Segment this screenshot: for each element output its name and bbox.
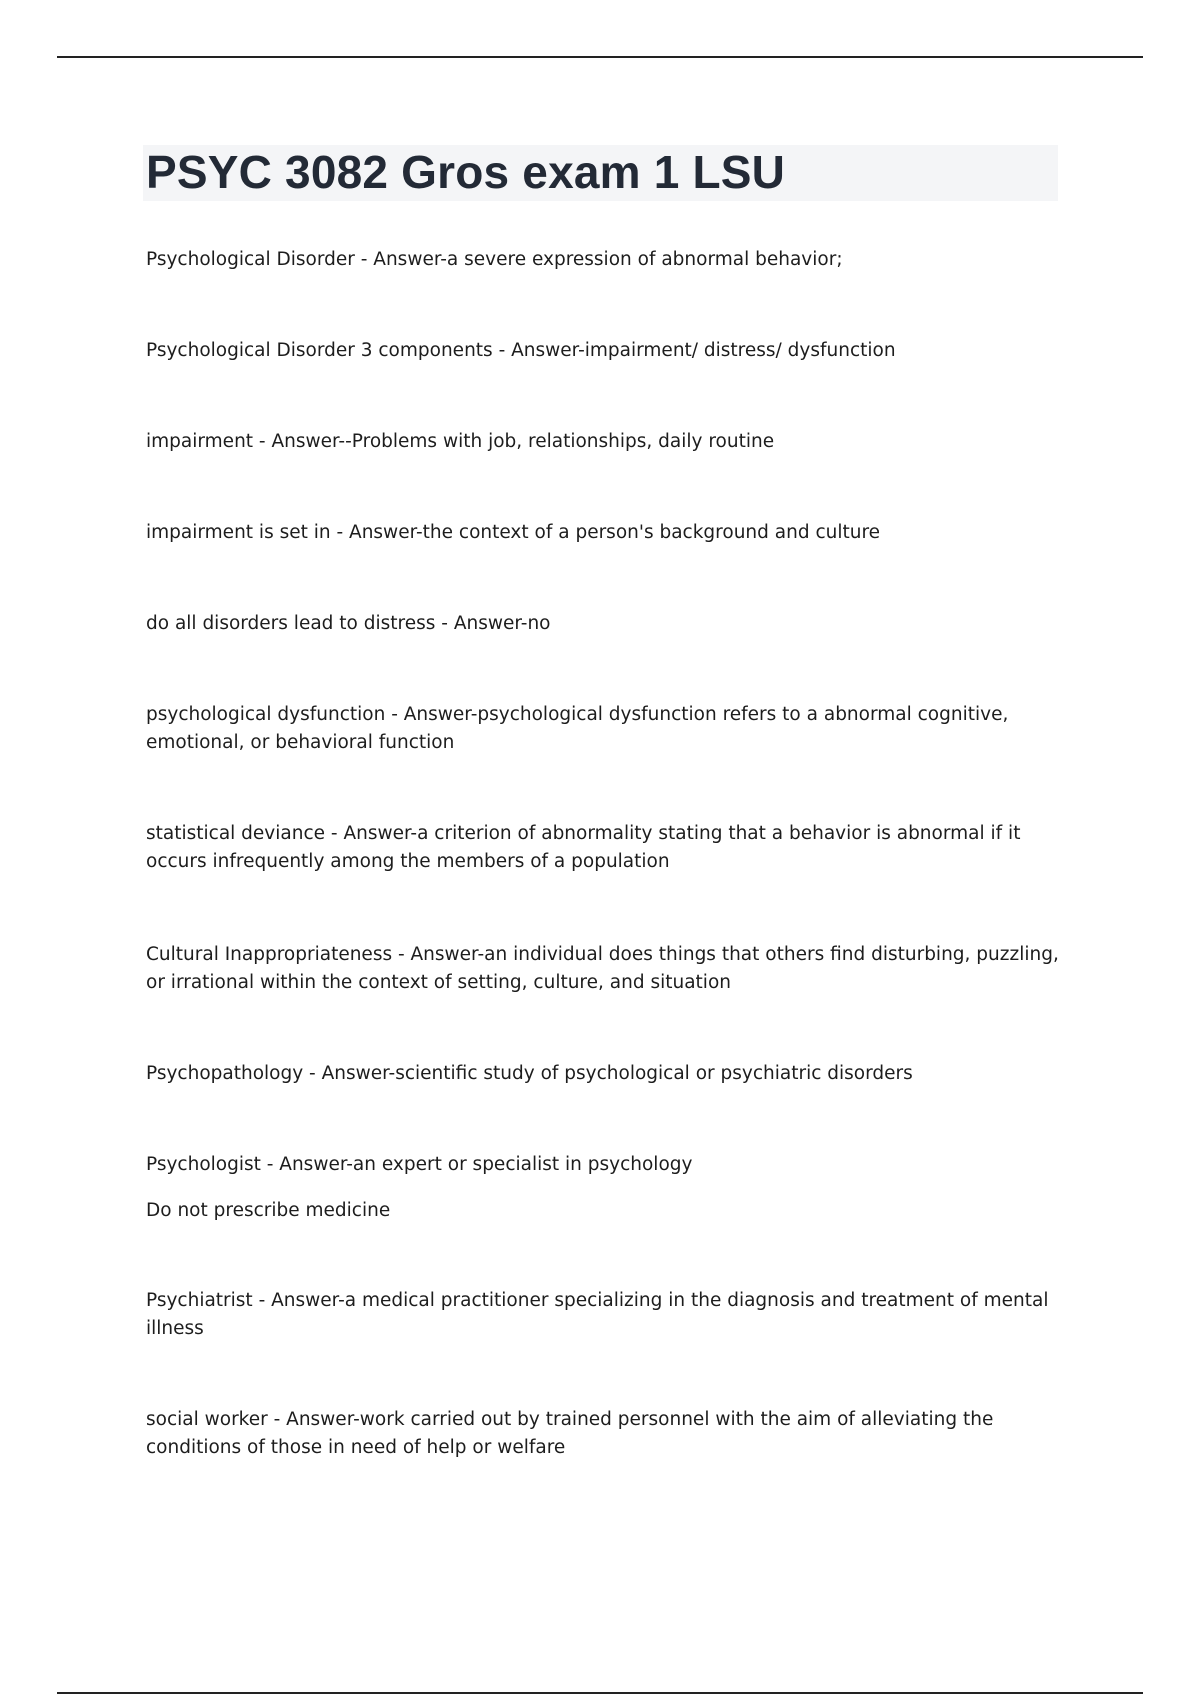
- qa-entry: Psychological Disorder 3 components - Answer-impairment/ distress/ dysfunction: [146, 340, 896, 361]
- qa-entry: psychological dysfunction - Answer-psychological dysfunction refers to a abnormal cognitive, emotional, or behavioral function: [146, 704, 1009, 753]
- qa-entry: social worker - Answer-work carried out by trained personnel with the aim of alleviating the conditions of those in need of help or welfare: [146, 1409, 994, 1458]
- top-rule: [57, 56, 1143, 58]
- qa-entry: impairment is set in - Answer-the context of a person's background and culture: [146, 522, 881, 543]
- qa-entry: Cultural Inappropriateness - Answer-an individual does things that others find disturbing, puzzling, or irrational within the context of setting, culture, and situation: [146, 944, 1059, 993]
- qa-entry: do all disorders lead to distress - Answer-no: [146, 613, 551, 634]
- qa-entry: statistical deviance - Answer-a criterion of abnormality stating that a behavior is abnormal if it occurs infrequently among the members of a population: [146, 823, 1021, 872]
- qa-entry: Psychological Disorder - Answer-a severe expression of abnormal behavior;: [146, 249, 843, 270]
- qa-entry: Psychologist - Answer-an expert or specialist in psychology: [146, 1154, 693, 1175]
- qa-entry: Psychopathology - Answer-scientific study of psychological or psychiatric disorders: [146, 1063, 913, 1084]
- bottom-rule: [57, 1692, 1143, 1694]
- qa-entry: impairment - Answer--Problems with job, relationships, daily routine: [146, 431, 775, 452]
- qa-entry: Psychiatrist - Answer-a medical practitioner specializing in the diagnosis and treatment of mental illness: [146, 1290, 1049, 1339]
- page-title: PSYC 3082 Gros exam 1 LSU: [146, 146, 786, 198]
- qa-note: Do not prescribe medicine: [146, 1200, 391, 1221]
